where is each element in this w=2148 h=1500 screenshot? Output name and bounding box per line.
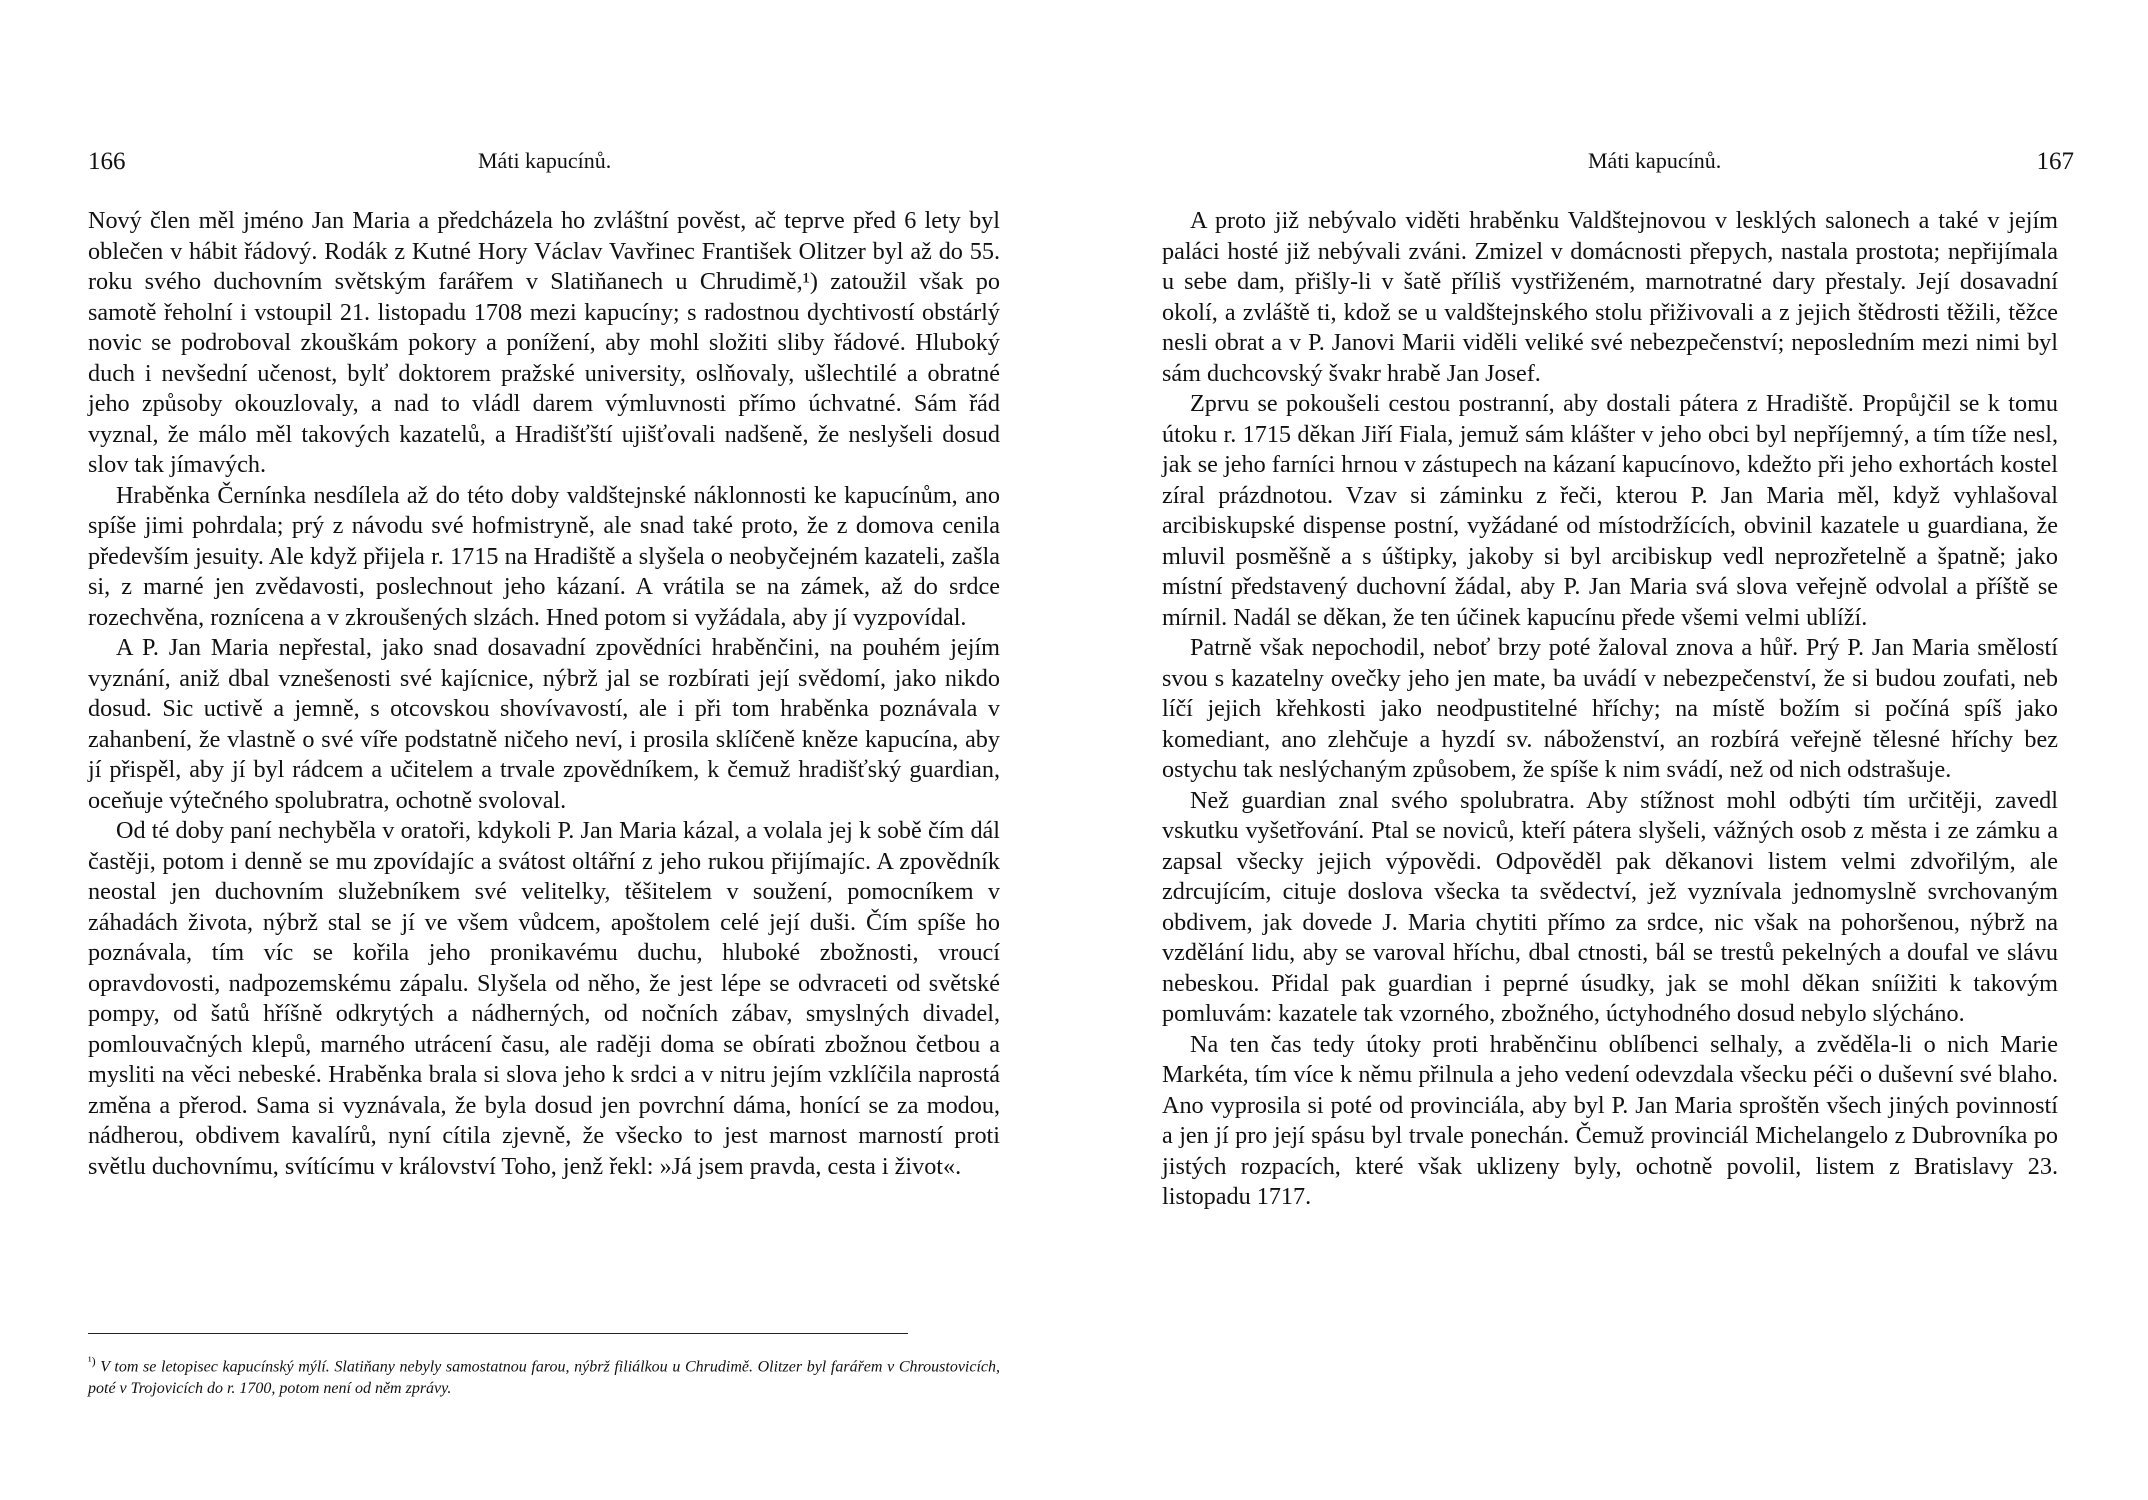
paragraph: Hraběnka Černínka nesdílela až do této doby valdštejnské náklonnosti ke kapucínům, ano spíše jimi pohrdala; prý z návodu své hofmistryně, ale snad také proto, že z domova cenila především jesuity. Ale když přijela r. 1715 na Hradiště a slyšela o neobyčejném kazateli, zašla si, z marné jen zvědavosti, poslechnout jeho kázaní. A vrátila se na zámek, až do srdce rozechvěna, roznícena a v zkroušených slzách. Hned potom si vyžádala, aby jí vyzpovídal.: [88, 481, 1000, 631]
footnote-marker: ¹): [88, 1354, 96, 1368]
footnote-text: V tom se letopisec kapucínský mýlí. Slatiňany nebyly samostatnou farou, nýbrž filiálkou u Chrudimě. Olitzer byl farářem v Chroustovicích, poté v Trojovicích do r. 1700, potom není od něm zprávy.: [88, 1358, 1001, 1398]
paragraph: Patrně však nepochodil, neboť brzy poté žaloval znova a hůř. Prý P. Jan Maria smělostí svou s kazatelny ovečky jeho jen mate, ba uvádí v nebezpečenství, že si budou zoufati, neb líčí jejich křehkosti jako neodpustitelné hříchy; na místě božím si počíná spíš jako komediant, ano zlehčuje a hyzdí sv. náboženství, an rozbírá veřejně tělesné hříchy bez ostychu tak neslýchaným způsobem, že spíše k nim svádí, než od nich odstrašuje.: [1162, 634, 2058, 783]
page-number: 166: [88, 148, 126, 175]
paragraph: Od té doby paní nechyběla v oratoři, kdykoli P. Jan Maria kázal, a volala jej k sobě čím dál častěji, potom i denně se mu zpovídajíc a svátost oltářní z jeho rukou přijímajíc. A zpovědník neostal jen duchovním služebníkem své velitelky, těšitelem v soužení, pomocníkem v záhadách života, nýbrž stal se jí ve všem vůdcem, apoštolem celé její duši. Čím spíše ho poznávala, tím víc se kořila jeho pronikavému duchu, hluboké zbožnosti, vroucí opravdovosti, nadpozemskému zápalu. Slyšela od něho, že jest lépe se odvraceti od světské pompy, od šatů hříšně odkrytých a nádherných, od nočních zábav, smyslných divadel, pomlouvačných klepů, marného utrácení času, ale raději doma se obírati zbožnou četbou a mysliti na věci nebeské. Hraběnka brala si slova jeho k srdci a v nitru jejím vzklíčila naprostá změna a přerod. Sama si vyznávala, že byla dosud jen povrchní dáma, honící se za modou, nádherou, obdivem kavalírů, nyní cítila zjevně, že všecko to jest marnost marností proti světlu duchovnímu, svítícímu v království Toho, jenž řekl: »Já jsem pravda, cesta i život«.: [88, 817, 1000, 1180]
running-title: Máti kapucínů.: [1588, 148, 1722, 173]
paragraph: Zprvu se pokoušeli cestou postranní, aby dostali pátera z Hradiště. Propůjčil se k tomu útoku r. 1715 děkan Jiří Fiala, jemuž sám klášter v jeho obci byl nepříjemný, a tím tíže nesl, jak se jeho farníci hrnou v zástupech na kázaní kapucínovo, kdežto při jeho exhortách kostel zíral prázdnotou. Vzav si záminku z řeči, kterou P. Jan Maria měl, když vyhlašoval arcibiskupské dispense postní, vyžádané od místodržících, obvinil kazatele u guardiana, že mluvil posměšně a s úštipky, jakoby si byl arcibiskup vedl neprozřetelně a špatně; jako místní představený duchovní žádal, aby P. Jan Maria svá slova veřejně odvolal a příště se mírnil. Nadál se děkan, že ten účinek kapucínu přede všemi velmi ublíží.: [1162, 390, 2058, 631]
paragraph: Než guardian znal svého spolubratra. Aby stížnost mohl odbýti tím určitěji, zavedl vskutku vyšetřování. Ptal se noviců, kteří pátera slyšeli, vážných osob z města i ze zámku a zapsal všecky jejich výpovědi. Odpověděl pak děkanovi listem velmi zdvořilým, ale zdrcujícím, cituje doslova všecka ta svědectví, jež vyznívala jednomyslně svrchovaným obdivem, jak dovede J. Maria chytiti přímo za srdce, nic však na pohoršenou, nýbrž na vzdělání lidu, aby se varoval hříchu, dbal ctnosti, bál se trestů pekelných a doufal ve slávu nebeskou. Přidal pak guardian i peprné úsudky, jak se mohl děkan sníižiti k takovým pomluvám: kazatele tak vzorného, zbožného, úctyhodného dosud nebylo slýcháno.: [1162, 786, 2058, 1027]
running-title: Máti kapucínů.: [478, 148, 612, 173]
paragraph: Nový člen měl jméno Jan Maria a předcházela ho zvláštní pověst, ač teprve před 6 lety byl oblečen v hábit řádový. Rodák z Kutné Hory Václav Vavřinec František Olitzer byl až do 55. roku svého duchovním světským farářem v Slatiňanech u Chrudimě,¹) zatoužil však po samotě řeholní i vstoupil 21. listopadu 1708 mezi kapucíny; s radostnou dychtivostí obstárlý novic se podroboval zkouškám pokory a ponížení, aby mohl složiti sliby řádové. Hluboký duch i nevšední učenost, bylť doktorem pražské university, oslňovaly, ušlechtilé a obratné jeho způsoby okouzlovaly, a nad to vládl darem výmluvnosti přímo úchvatné. Sám řád vyznal, že málo měl takových kazatelů, a Hradišťští ujišťovali nadšeně, že neslyšeli dosud slov tak jímavých.: [88, 207, 1000, 478]
footnote: [88, 1350, 1000, 1400]
paragraph: A P. Jan Maria nepřestal, jako snad dosavadní zpovědníci hraběnčini, na pouhém jejím vyznání, aniž dbal vznešenosti své kajícnice, nýbrž jal se rozbírati její svědomí, jako nikdo dosud. Sic uctivě a jemně, s otcovskou shovívavostí, ale i při tom hraběnka poznávala v zahanbení, že vlastně o své víře podstatně ničeho neví, i prosila sklíčeně kněze kapucína, aby jí přispěl, aby jí byl rádcem a učitelem a trvale zpovědníkem, k čemuž hradišťský guardian, oceňuje výtečného spolubratra, ochotně svoloval.: [88, 634, 1000, 814]
paragraph: A proto již nebývalo viděti hraběnku Valdštejnovou v lesklých salonech a také v jejím paláci hosté již nebývali zváni. Zmizel v domácnosti přepych, nastala prostota; nepřijímala u sebe dam, přišly-li v šatě příliš vystřiženém, marnotratné dary přestaly. Její dosavadní okolí, a zvláště ti, kdož se u valdštejnského stolu přiživovali a z jejich štědrosti těžili, těžce nesli obrat a v P. Janovi Marii viděli veliké své nebezpečenství; neposledním mezi nimi byl sám duchcovský švakr hrabě Jan Josef.: [1162, 207, 2058, 387]
page-number: 167: [2036, 148, 2074, 175]
footnote-divider: [88, 1333, 908, 1334]
body-text: [88, 206, 1000, 1182]
paragraph: Na ten čas tedy útoky proti hraběnčinu oblíbenci selhaly, a zvěděla-li o nich Marie Markéta, tím více k němu přilnula a jeho vedení odevzdala všecku péči o duševní své blaho. Ano vyprosila si poté od provinciála, aby byl P. Jan Maria sproštěn všech jiných povinností a jen jí pro její spásu byl trvale ponechán. Čemuž provinciál Michelangelo z Dubrovníka po jistých rozpacích, které však uklizeny byly, ochotně povolil, listem z Bratislavy 23. listopadu 1717.: [1162, 1030, 2058, 1210]
body-text: [1162, 206, 2058, 1213]
